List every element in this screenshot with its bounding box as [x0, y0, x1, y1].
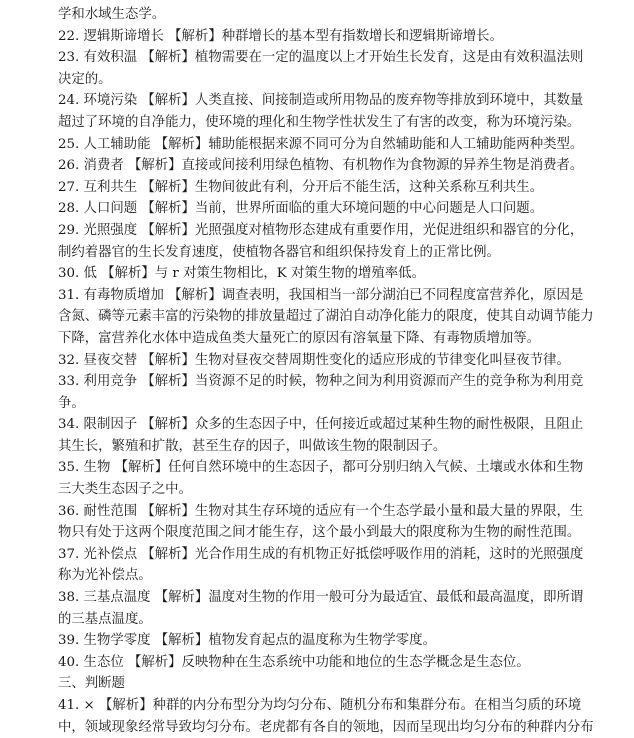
answer-37: 37. 光补偿点 【解析】光合作用生成的有机物正好抵偿呼吸作用的消耗，这时的光照强度: [58, 546, 584, 562]
answer-23: 23. 有效积温 【解析】植物需要在一定的温度以上才开始生长发育，这是由有效积温法则: [58, 50, 584, 66]
answer-35: 35. 生物 【解析】任何自然环境中的生态因子，都可分别归纳入气候、土壤或水体和生物: [58, 460, 584, 476]
answer-34: 34. 限制因子 【解析】众多的生态因子中，任何接近或超过某种生物的耐性极限，且阻止: [58, 417, 584, 433]
answer-22: 22. 逻辑斯谛增长 【解析】种群增长的基本型有指数增长和逻辑斯谛增长。: [58, 28, 503, 44]
answer-28: 28. 人口问题 【解析】当前，世界所面临的重大环境问题的中心问题是人口问题。: [58, 201, 544, 217]
text-line: 中，领域现象经常导致均匀分布。老虎都有各自的领地，因而呈现出均匀分布的种群内分布: [58, 719, 594, 735]
text-line: 称为光补偿点。: [58, 568, 152, 584]
answer-26: 26. 消费者 【解析】直接或间接利用绿色植物、有机物作为食物源的异养生物是消费者。: [58, 158, 584, 174]
answer-25: 25. 人工辅助能 【解析】辅助能根据来源不同可分为自然辅助能和人工辅助能两种类型。: [58, 136, 584, 152]
answer-29: 29. 光照强度 【解析】光照强度对植物形态建成有重要作用，光促进组织和器官的分化，: [58, 222, 584, 238]
answer-31: 31. 有毒物质增加 【解析】调查表明，我国相当一部分湖泊已不同程度富营养化，原因是: [58, 287, 584, 303]
answer-41: 41. × 【解析】种群的内分布型分为均匀分布、随机分布和集群分布。在相当匀质的环境: [58, 698, 582, 713]
text-line: 的三基点温度。: [58, 611, 152, 627]
answer-33: 33. 利用竞争 【解析】当资源不足的时候，物种之间为利用资源而产生的竞争称为利用竞: [58, 374, 584, 390]
answer-30: 30. 低 【解析】与 r 对策生物相比，K 对策生物的增殖率低。: [58, 266, 425, 282]
answer-38: 38. 三基点温度 【解析】温度对生物的作用一般可分为最适宜、最低和最高温度，即所谓: [58, 590, 584, 606]
answer-36: 36. 耐性范围 【解析】生物对其生存环境的适应有一个生态学最小量和最大量的界限，生: [58, 503, 584, 519]
answer-24: 24. 环境污染 【解析】人类直接、间接制造或所用物品的废弃物等排放到环境中，其数量: [58, 93, 584, 109]
answer-39: 39. 生物学零度 【解析】植物发育起点的温度称为生物学零度。: [58, 633, 436, 649]
text-line: 决定的。: [58, 71, 112, 87]
text-line: 含氮、磷等元素丰富的污染物的排放量超过了湖泊自动净化能力的限度，使其自动调节能力: [58, 309, 594, 325]
answer-32: 32. 昼夜交替 【解析】生物对昼夜交替周期性变化的适应形成的节律变化叫昼夜节律。: [58, 352, 570, 368]
answer-27: 27. 互利共生 【解析】生物间彼此有利，分开后不能生活，这种关系称互利共生。: [58, 179, 544, 195]
text-line: 物只有处于这两个限度范围之间才能生存，这个最小到最大的限度称为生物的耐性范围。: [58, 525, 581, 541]
text-line: 下降，富营养化水体中造成鱼类大量死亡的原因有溶氧量下降、有毒物质增加等。: [58, 330, 541, 346]
text-line: 超过了环境的自净能力，使环境的理化和生物学性状发生了有害的改变，称为环境污染。: [58, 114, 581, 130]
text-line: 其生长，繁殖和扩散，甚至生存的因子，叫做该生物的限制因子。: [58, 438, 447, 454]
text-line: 学和水域生态学。: [58, 7, 166, 22]
text-line: 三大类生态因子之中。: [58, 482, 192, 498]
text-line: 争。: [58, 395, 85, 411]
section-heading: 三、判断题: [58, 676, 125, 692]
text-line: 制约着器官的生长发育速度，使植物各器官和组织保持发育上的正常比例。: [58, 244, 500, 260]
answer-40: 40. 生态位 【解析】反映物种在生态系统中功能和地位的生态学概念是生态位。: [58, 654, 530, 670]
